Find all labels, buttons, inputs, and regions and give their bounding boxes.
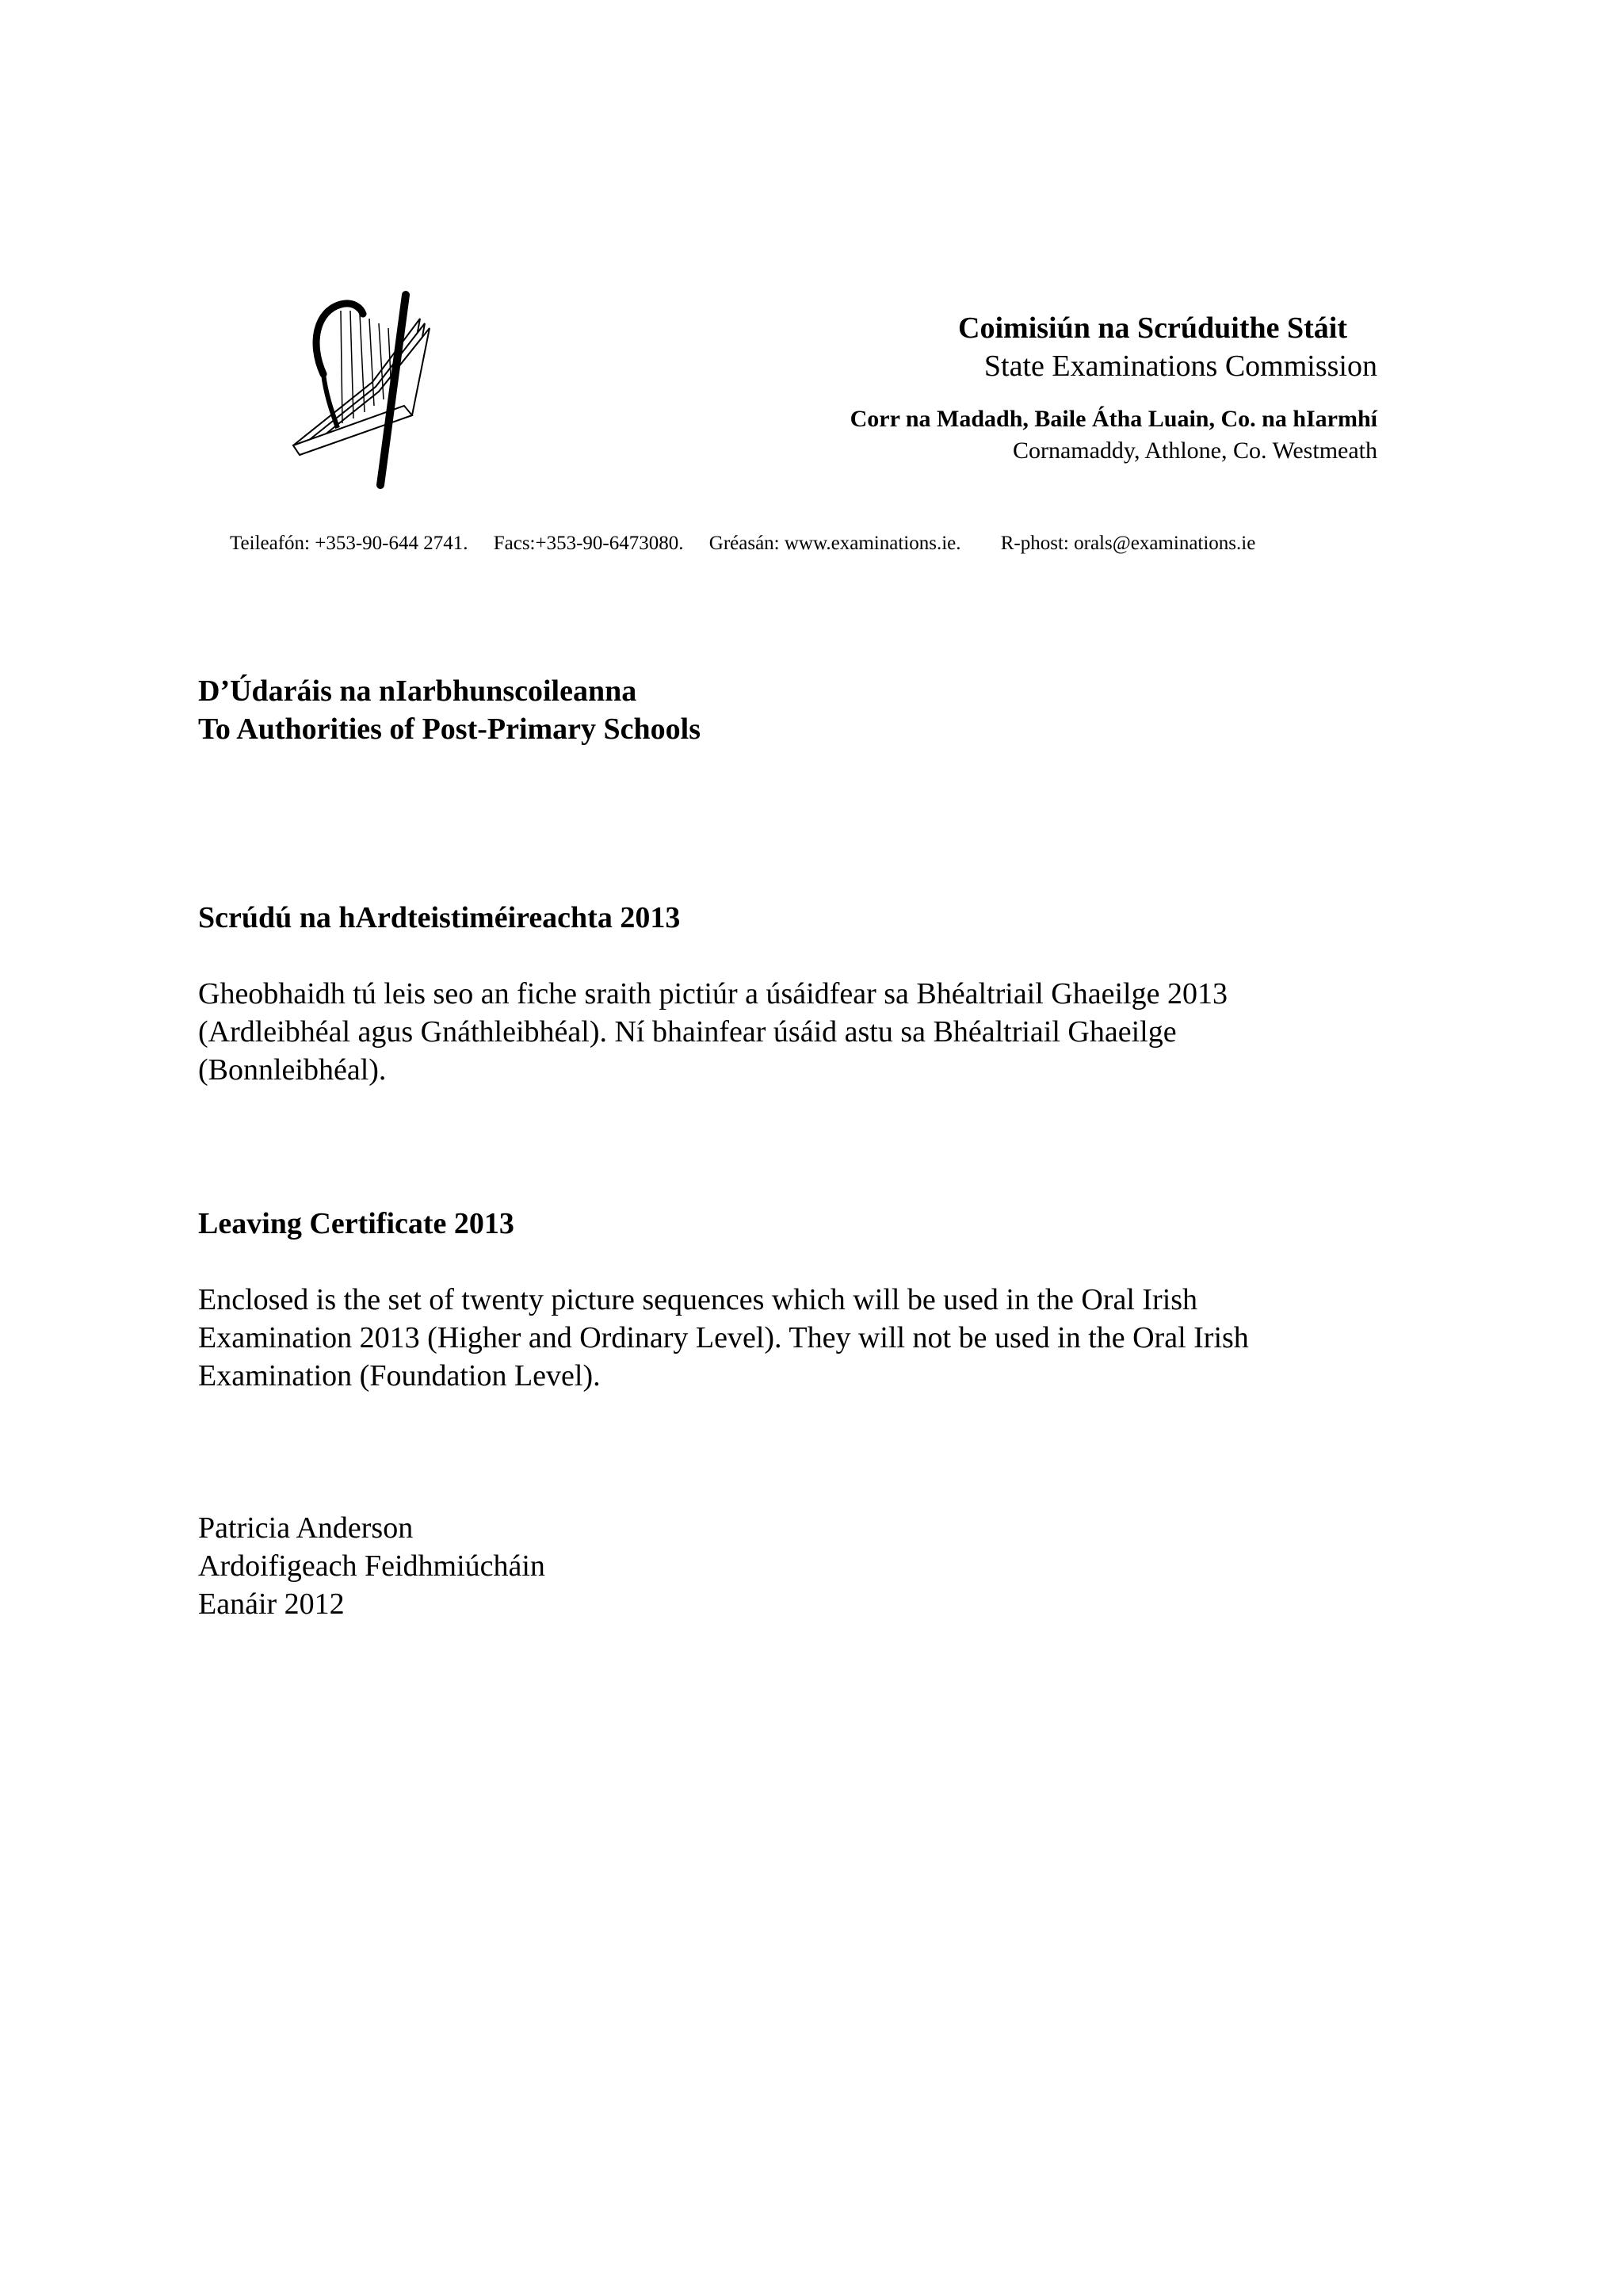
address-english: Cornamaddy, Athlone, Co. Westmeath <box>1012 437 1377 464</box>
signature-date: Eanáir 2012 <box>198 1587 345 1621</box>
section-heading-irish: Scrúdú na hArdteistiméireachta 2013 <box>198 901 681 934</box>
body-line: (Ardleibhéal agus Gnáthleibhéal). Ní bhainfear úsáid astu sa Bhéaltriail Ghaeilge <box>198 1015 1177 1049</box>
signature-name: Patricia Anderson <box>198 1511 414 1545</box>
org-name-irish: Coimisiún na Scrúduithe Stáit <box>958 311 1347 345</box>
signature-block <box>198 1509 545 1623</box>
contact-row <box>230 533 1255 555</box>
signature-title: Ardoifigeach Feidhmiúcháin <box>198 1549 545 1583</box>
contact-phone: Teileafón: +353-90-644 2741. <box>230 533 468 554</box>
body-line: Examination (Foundation Level). <box>198 1359 601 1392</box>
contact-fax: Facs:+353-90-6473080. <box>493 533 684 554</box>
section-heading-english: Leaving Certificate 2013 <box>198 1207 514 1240</box>
harp-icon <box>285 287 444 493</box>
contact-email: R-phost: orals@examinations.ie <box>1000 533 1256 554</box>
addressee-english: To Authorities of Post-Primary Schools <box>198 712 701 746</box>
address-irish: Corr na Madadh, Baile Átha Luain, Co. na hIarmhí <box>850 406 1377 432</box>
body-line: Gheobhaidh tú leis seo an fiche sraith pictiúr a úsáidfear sa Bhéaltriail Ghaeilge 2013 <box>198 977 1228 1010</box>
body-line: (Bonnleibhéal). <box>198 1053 387 1087</box>
addressee <box>198 672 701 748</box>
section-body-irish <box>198 975 1434 1089</box>
section-body-english <box>198 1281 1434 1395</box>
body-line: Examination 2013 (Higher and Ordinary Level). They will not be used in the Oral Irish <box>198 1321 1249 1354</box>
contact-web: Gréasán: www.examinations.ie. <box>708 533 961 554</box>
body-line: Enclosed is the set of twenty picture sequences which will be used in the Oral Irish <box>198 1283 1198 1316</box>
org-name-english: State Examinations Commission <box>983 350 1377 383</box>
addressee-irish: D’Údaráis na nIarbhunscoileanna <box>198 674 637 708</box>
